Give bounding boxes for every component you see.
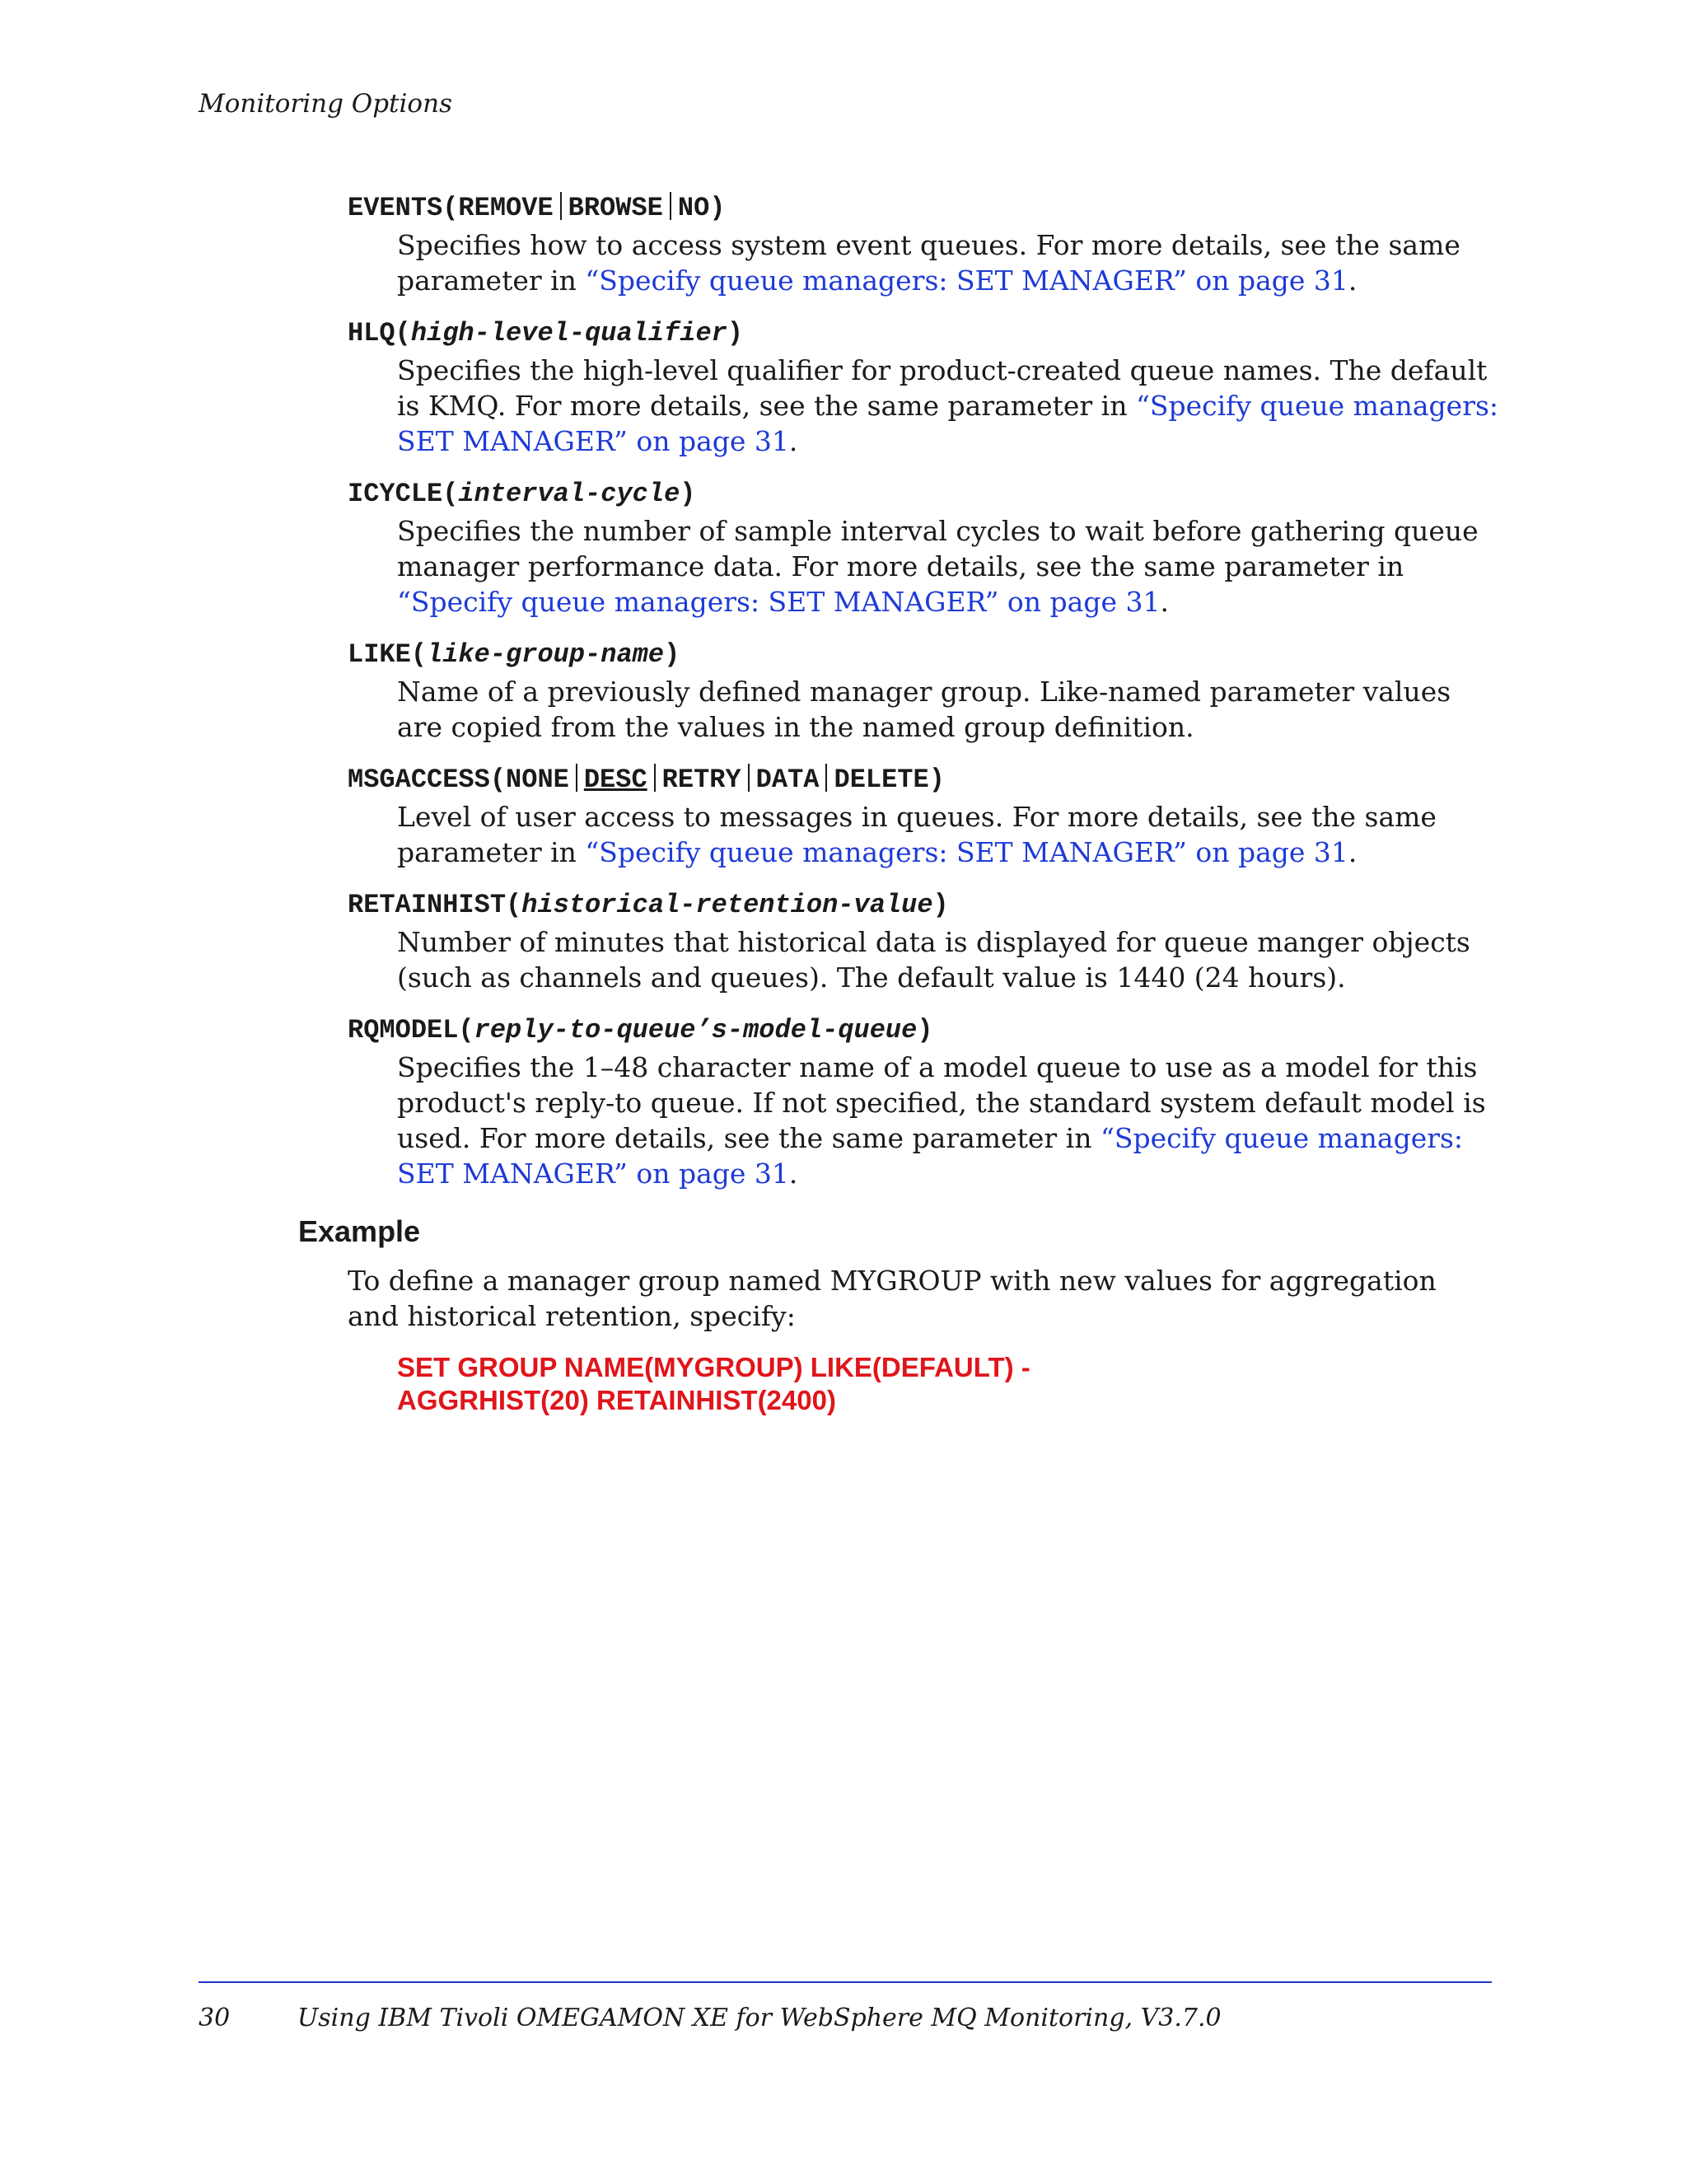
parameter-list bbox=[348, 189, 1501, 1208]
desc-text: Specifies how to access system event queues. For more details, see the same parameter in bbox=[397, 229, 1460, 297]
param-description bbox=[397, 924, 1501, 995]
running-head: Monitoring Options bbox=[199, 89, 452, 119]
page-number: 30 bbox=[199, 2004, 231, 2032]
param-option: RETRY bbox=[661, 765, 741, 795]
option-separator bbox=[576, 764, 577, 792]
param-syntax bbox=[348, 761, 1501, 799]
option-separator bbox=[670, 192, 671, 220]
desc-text: Specifies the 1–48 character name of a model queue to use as a model for this product's reply-to queue. If not specified, the standard system default model is used. For more details, see the same parameter in bbox=[397, 1051, 1486, 1154]
desc-text: Number of minutes that historical data is displayed for queue manger objects (such as channels and queues). The default value is 1440 (24 hours). bbox=[397, 926, 1470, 994]
param-default-option: DESC bbox=[583, 765, 647, 795]
code-line: AGGRHIST(20) RETAINHIST(2400) bbox=[397, 1385, 836, 1415]
param-retainhist bbox=[348, 886, 1501, 995]
param-keyword: LIKE( bbox=[348, 639, 428, 670]
desc-text: . bbox=[788, 1157, 798, 1190]
param-keyword: ICYCLE( bbox=[348, 479, 459, 509]
param-description bbox=[397, 1050, 1501, 1191]
param-syntax bbox=[348, 636, 1501, 674]
desc-text: Specifies the number of sample interval cycles to wait before gathering queue manager performance data. For more details, see the same parameter in bbox=[397, 515, 1479, 582]
param-syntax bbox=[348, 886, 1501, 924]
param-description bbox=[397, 799, 1501, 870]
desc-text: . bbox=[1348, 264, 1358, 297]
desc-text: Name of a previously defined manager group. Like-named parameter values are copied from the values in the named group definition. bbox=[397, 676, 1451, 743]
param-description bbox=[397, 513, 1501, 620]
param-rqmodel bbox=[348, 1012, 1501, 1191]
param-description bbox=[397, 674, 1501, 745]
section-heading-example: Example bbox=[298, 1214, 421, 1248]
param-variable: high-level-qualifier bbox=[410, 318, 727, 348]
param-variable: interval-cycle bbox=[458, 479, 680, 509]
param-keyword: EVENTS( bbox=[348, 193, 459, 223]
param-variable: like-group-name bbox=[427, 639, 665, 670]
param-option: DELETE bbox=[834, 765, 929, 795]
param-close: ) bbox=[928, 765, 945, 795]
param-close: ) bbox=[727, 318, 744, 348]
cross-reference-link[interactable]: “Specify queue managers: SET MANAGER” on page 31 bbox=[397, 1122, 1464, 1190]
cross-reference-link[interactable]: “Specify queue managers: SET MANAGER” on page 31 bbox=[585, 836, 1348, 868]
option-separator bbox=[654, 764, 656, 792]
param-like bbox=[348, 636, 1501, 745]
param-syntax bbox=[348, 315, 1501, 353]
param-keyword: RETAINHIST( bbox=[348, 890, 522, 920]
param-variable: historical-retention-value bbox=[521, 890, 933, 920]
param-option: REMOVE bbox=[458, 193, 554, 223]
param-close: ) bbox=[709, 193, 726, 223]
param-keyword: RQMODEL( bbox=[348, 1015, 474, 1045]
option-separator bbox=[560, 192, 562, 220]
cross-reference-link[interactable]: “Specify queue managers: SET MANAGER” on page 31 bbox=[585, 264, 1348, 297]
example-description: To define a manager group named MYGROUP with new values for aggregation and historical retention, specify: bbox=[348, 1265, 1437, 1332]
param-close: ) bbox=[917, 1015, 933, 1045]
desc-text: . bbox=[1160, 586, 1169, 618]
desc-text: Specifies the high-level qualifier for product-created queue names. The default is KMQ. For more details, see the same parameter in bbox=[397, 354, 1488, 422]
param-option: NONE bbox=[506, 765, 569, 795]
desc-text: . bbox=[1348, 836, 1358, 868]
param-close: ) bbox=[932, 890, 949, 920]
cross-reference-link[interactable]: “Specify queue managers: SET MANAGER” on page 31 bbox=[397, 586, 1161, 618]
option-separator bbox=[748, 764, 750, 792]
param-syntax bbox=[348, 475, 1501, 513]
example-code-block bbox=[397, 1351, 1030, 1417]
param-hlq bbox=[348, 315, 1501, 459]
param-option: DATA bbox=[755, 765, 820, 795]
param-events bbox=[348, 189, 1501, 298]
option-separator bbox=[825, 764, 827, 792]
param-option: BROWSE bbox=[568, 193, 663, 223]
footer-book-title: Using IBM Tivoli OMEGAMON XE for WebSphere MQ Monitoring, V3.7.0 bbox=[297, 2004, 1222, 2032]
param-variable: reply-to-queue’s-model-queue bbox=[474, 1015, 918, 1045]
desc-text: Level of user access to messages in queues. For more details, see the same parameter in bbox=[397, 801, 1437, 868]
footer-rule bbox=[199, 1981, 1492, 1983]
param-msgaccess bbox=[348, 761, 1501, 870]
param-syntax bbox=[348, 1012, 1501, 1050]
param-keyword: MSGACCESS( bbox=[348, 765, 507, 795]
param-close: ) bbox=[680, 479, 696, 509]
param-icycle bbox=[348, 475, 1501, 620]
cross-reference-link[interactable]: “Specify queue managers: SET MANAGER” on page 31 bbox=[397, 390, 1499, 457]
code-line: SET GROUP NAME(MYGROUP) LIKE(DEFAULT) - bbox=[397, 1352, 1030, 1382]
desc-text: . bbox=[788, 425, 798, 457]
param-syntax bbox=[348, 189, 1501, 227]
param-keyword: HLQ( bbox=[348, 318, 411, 348]
param-close: ) bbox=[664, 639, 680, 670]
param-description bbox=[397, 353, 1501, 459]
param-option: NO bbox=[677, 193, 710, 223]
param-description bbox=[397, 227, 1501, 298]
